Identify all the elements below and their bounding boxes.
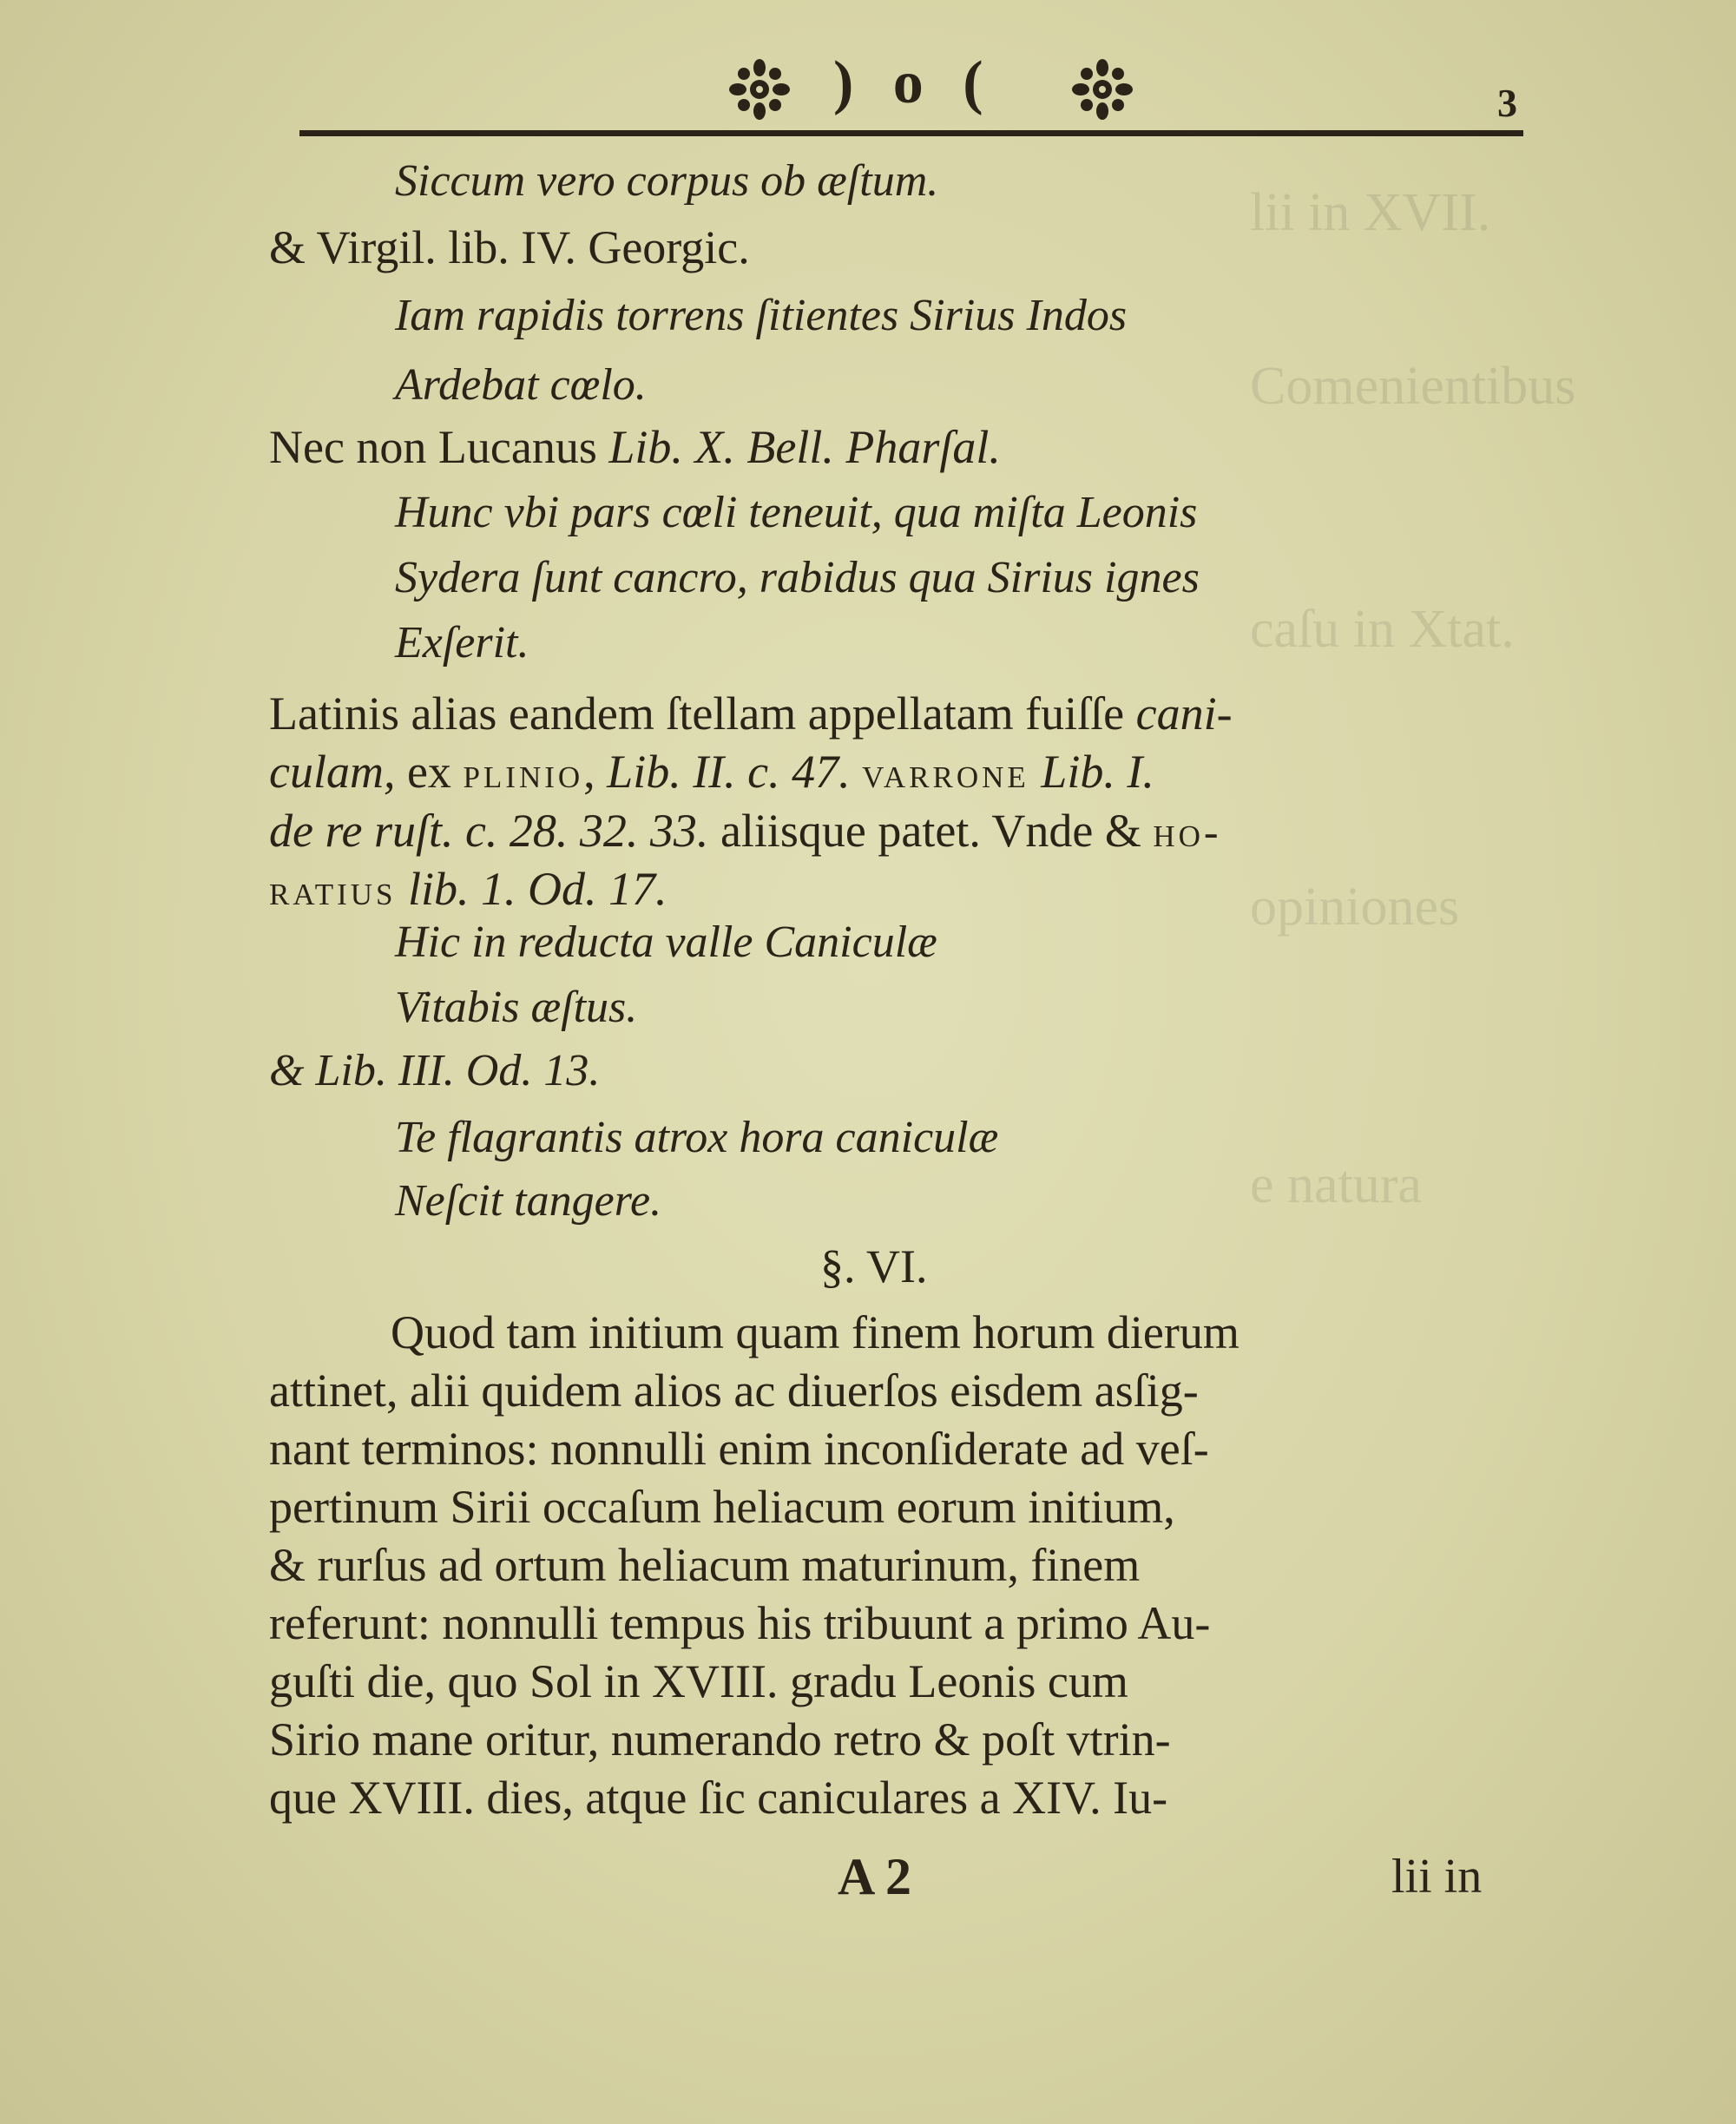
paragraph-line: referunt: nonnulli tempus his tribuunt a primo Au- xyxy=(269,1597,1211,1649)
citation-author: Nec non Lucanus xyxy=(269,421,609,473)
verse-line: Hic in reducta valle Caniculæ xyxy=(395,917,937,967)
text-run: , xyxy=(583,746,608,798)
paragraph-line: Quod tam initium quam finem horum dierum xyxy=(391,1306,1240,1358)
section-heading: §. VI. xyxy=(820,1240,928,1292)
verse-line: Vitabis æſtus. xyxy=(395,983,638,1032)
paragraph-line: guſti die, quo Sol in XVIII. gradu Leonis cum xyxy=(269,1655,1128,1707)
text-run: de re ruſt. c. 28. 32. 33. xyxy=(269,805,709,857)
text-run xyxy=(851,746,863,798)
paragraph-line xyxy=(269,746,1154,798)
paragraph-line: attinet, alii quidem alios ac diuerſos eisdem asſig- xyxy=(269,1364,1199,1417)
show-through-texture: e natura xyxy=(1250,1155,1422,1214)
author-name: ratius xyxy=(269,865,397,914)
paragraph-line xyxy=(269,687,1233,740)
text-run xyxy=(397,863,409,915)
flower-ornament-icon xyxy=(729,59,790,120)
author-name: ho- xyxy=(1153,807,1222,856)
paragraph-line: que XVIII. dies, atque ſic caniculares a XIV. Iu- xyxy=(269,1772,1168,1824)
paragraph-line xyxy=(269,863,667,915)
verse-line: Neſcit tangere. xyxy=(395,1176,662,1226)
show-through-texture: opiniones xyxy=(1250,878,1460,937)
author-name: varrone xyxy=(862,748,1029,797)
text-run: Latinis alias eandem ſtellam appellatam fuiſſe xyxy=(269,687,1136,740)
signature-mark: A 2 xyxy=(838,1848,912,1905)
paragraph-line: Sirio mane oritur, numerando retro & poſt vtrin- xyxy=(269,1713,1171,1766)
paragraph-line xyxy=(269,805,1222,857)
author-name: plinio xyxy=(463,748,584,797)
catchword: lii in xyxy=(1391,1850,1483,1904)
paragraph-line: pertinum Sirii occaſum heliacum eorum initium, xyxy=(269,1481,1175,1533)
verse-line: Iam rapidis torrens ſitientes Sirius Indos xyxy=(395,291,1128,340)
text-run: Lib. II. c. 47. xyxy=(607,746,851,798)
citation-line: & Virgil. lib. IV. Georgic. xyxy=(269,221,750,273)
text-run: culam, xyxy=(269,746,396,798)
show-through-texture: Comenientibus xyxy=(1250,357,1576,416)
citation-line xyxy=(269,421,1001,473)
text-run xyxy=(1029,746,1042,798)
paragraph-line: nant terminos: nonnulli enim inconſiderate ad veſ- xyxy=(269,1423,1209,1475)
page-number: 3 xyxy=(1497,81,1517,125)
text-run: cani- xyxy=(1135,687,1233,740)
verse-line: Siccum vero corpus ob æſtum. xyxy=(395,156,939,206)
header-rule xyxy=(299,130,1523,136)
text-run: aliisque patet. Vnde & xyxy=(708,805,1154,857)
verse-line: Te flagrantis atrox hora caniculæ xyxy=(395,1113,999,1162)
verse-line: Exſerit. xyxy=(395,618,529,667)
text-run: ex xyxy=(395,746,464,798)
verse-line: Sydera ſunt cancro, rabidus qua Sirius ignes xyxy=(395,553,1200,602)
verse-line: Hunc vbi pars cœli teneuit, qua miſta Leonis xyxy=(395,488,1198,537)
flower-ornament-icon xyxy=(1072,59,1133,120)
text-run: lib. 1. Od. 17. xyxy=(408,863,667,915)
citation-work: Lib. X. Bell. Pharſal. xyxy=(608,421,1001,473)
show-through-texture: lii in XVII. xyxy=(1250,183,1491,242)
text-run: Lib. I. xyxy=(1041,746,1154,798)
verse-line: Ardebat cœlo. xyxy=(395,360,647,410)
header-ornament: ) o ( xyxy=(833,49,996,116)
paragraph-line: & rurſus ad ortum heliacum maturinum, finem xyxy=(269,1539,1141,1591)
show-through-texture: caſu in Xtat. xyxy=(1250,600,1515,659)
citation-line: & Lib. III. Od. 13. xyxy=(269,1046,601,1095)
